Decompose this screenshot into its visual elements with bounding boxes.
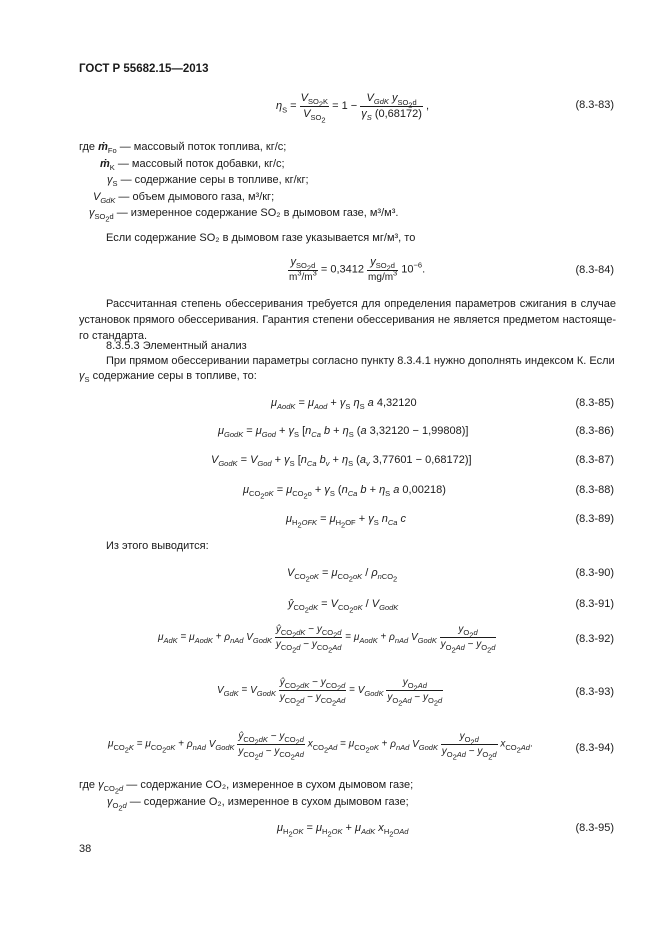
formula-8-3-85: $\mu_{AodK} = \mu_{Aod} + \gamma_S$ $\eta_S$ a 4,32120 xyxy=(271,397,417,412)
formula-8-3-95: $\mu_{H_2OK} = \mu_{H_2OK} + \mu_{AdK}$ $x_{H_2OAd}$ xyxy=(277,822,409,839)
formula-8-3-88: $\mu_{CO_2oK} = \mu_{CO_2o} + \gamma_S$ ($n_{Ca}$ $b + \eta_S$ a 0,00218) xyxy=(243,484,446,501)
paragraph: Рассчитанная степень обессеривания требуется для определения параметров сжигания в случае установок прямого обессеривания. Гарантия степени обессеривания не является предметом настояще-го стандарта. xyxy=(79,298,616,342)
equation-number: (8.3-92) xyxy=(575,633,614,645)
definitions-list xyxy=(79,139,398,222)
equation-number: (8.3-84) xyxy=(575,264,614,276)
definition-item: ṁ$_K$ — массовый поток добавки, кг/с; xyxy=(100,157,285,172)
paragraph: При прямом обессеривании параметры согласно пункту 8.3.4.1 нужно дополнять индексом К. Если xyxy=(106,355,615,367)
equation-number: (8.3-87) xyxy=(575,454,614,466)
equation-number: (8.3-95) xyxy=(575,822,614,834)
definition-item: $\gamma_{SO_2d}$ — измеренное содержание SO₂ в дымовом газе, м³/м³. xyxy=(89,207,399,224)
definition-item: $\gamma_{O_2d}$ — содержание O₂, измеренное в сухом дымовом газе; xyxy=(107,796,409,813)
section-heading: 8.3.5.3 Элементный анализ xyxy=(106,340,247,352)
formula-8-3-86: $\mu_{GodK} = \mu_{God} + \gamma_S$ [$n_{Ca}$ $b + \eta_S$ (a 3,32120 − 1,99808)] xyxy=(218,425,469,440)
equation-number: (8.3-85) xyxy=(575,397,614,409)
definition-item: $V_{GdK}$ — объем дымового газа, м³/кг; xyxy=(93,190,275,205)
formula-8-3-90: $V_{CO_2oK} = \mu_{CO_2oK} / \rho_{nCO_2}$ xyxy=(287,567,398,584)
equation-number: (8.3-93) xyxy=(575,686,614,698)
formula-8-3-91: $ŷ_{CO_2dK} = V_{CO_2oK} / V_{GodK}$ xyxy=(288,598,399,615)
paragraph: $\gamma_S$ содержание серы в топливе, то: xyxy=(79,370,257,385)
definition-item: где $\gamma_{CO_2d}$ — содержание CO₂, измеренное в сухом дымовом газе; xyxy=(79,779,414,796)
formula-8-3-93: $V_{GdK} = V_{GodK}$ $\frac{ŷ_{CO_2dK} - y_{CO_2d}}{y_{CO_2d} - y_{CO_2Ad}}$ = $V_{GodK}$ $\frac{y_{O_2Ad}}{y_{O_2Ad} - y_{O_2d}}$ xyxy=(217,677,443,707)
definitions-list xyxy=(79,777,413,811)
document-header: ГОСТ Р 55682.15—2013 xyxy=(79,63,209,75)
equation-number: (8.3-86) xyxy=(575,425,614,437)
formula-8-3-87: $V_{GodK} = V_{God} + \gamma_S$ [$n_{Ca}$ $b_v + \eta_S$ ($a_v$ 3,77601 − 0,68172)] xyxy=(211,454,472,469)
equation-number: (8.3-91) xyxy=(575,598,614,610)
definition-item: где ṁ$_{Fo}$ — массовый поток топлива, кг/с; xyxy=(79,141,287,156)
formula-8-3-92: $\mu_{AdK} = \mu_{AodK} + \rho_{nAd}$ $V_{GodK}$ $\frac{ŷ_{CO_2dK} - y_{CO_2d}}{y_{CO_2d} - y_{CO_2Ad}}$ = $\mu_{AodK} + \rho_{nAd}$ $V_{GodK}$ $\frac{y_{O_2d}}{y_{O_2Ad} - y_{O_2d}}$ xyxy=(158,624,496,654)
paragraph: Если содержание SO₂ в дымовом газе указывается мг/м³, то xyxy=(106,232,416,244)
equation-number: (8.3-83) xyxy=(575,99,614,111)
paragraph: Из этого выводится: xyxy=(106,540,209,552)
equation-number: (8.3-94) xyxy=(575,742,614,754)
formula-8-3-89: $\mu_{H_2OFK} = \mu_{H_2OF} + \gamma_S$ $n_{Ca}$ c xyxy=(286,513,407,530)
equation-number: (8.3-90) xyxy=(575,567,614,579)
page-number: 38 xyxy=(79,843,92,855)
equation-number: (8.3-88) xyxy=(575,484,614,496)
formula-8-3-84: $\frac{y_{SO_2d}}{m^3/m^3}$ = 0,3412 $\frac{y_{SO_2d}}{mg/m^3}$ $10^{-6}$. xyxy=(289,256,426,283)
definition-item: $\gamma_S$ — содержание серы в топливе, кг/кг; xyxy=(107,174,309,189)
formula-8-3-94: $\mu_{CO_2K} = \mu_{CO_2oK} + \rho_{nAd}$ $V_{GodK}$ $\frac{ŷ_{CO_2dK} - y_{CO_2d}}{y_{CO_2d} - y_{CO_2Ad}}$ $x_{CO_2Ad} = \mu_{CO_2oK} + \rho_{nAd}$ $V_{GodK}$ $\frac{y_{O_2d}}{y_{O_2Ad} - y_{O_2d}}$ $x_{CO_2Ad}$. xyxy=(108,731,533,761)
equation-number: (8.3-89) xyxy=(575,513,614,525)
formula-8-3-83: $\eta_S$ = $\frac{V_{SO_2K}}{V_{SO_2}}$ = 1 − $\frac{V_{GdK} y_{SO_2d}}{\gamma_S (0,68172)}$ , xyxy=(276,92,430,125)
